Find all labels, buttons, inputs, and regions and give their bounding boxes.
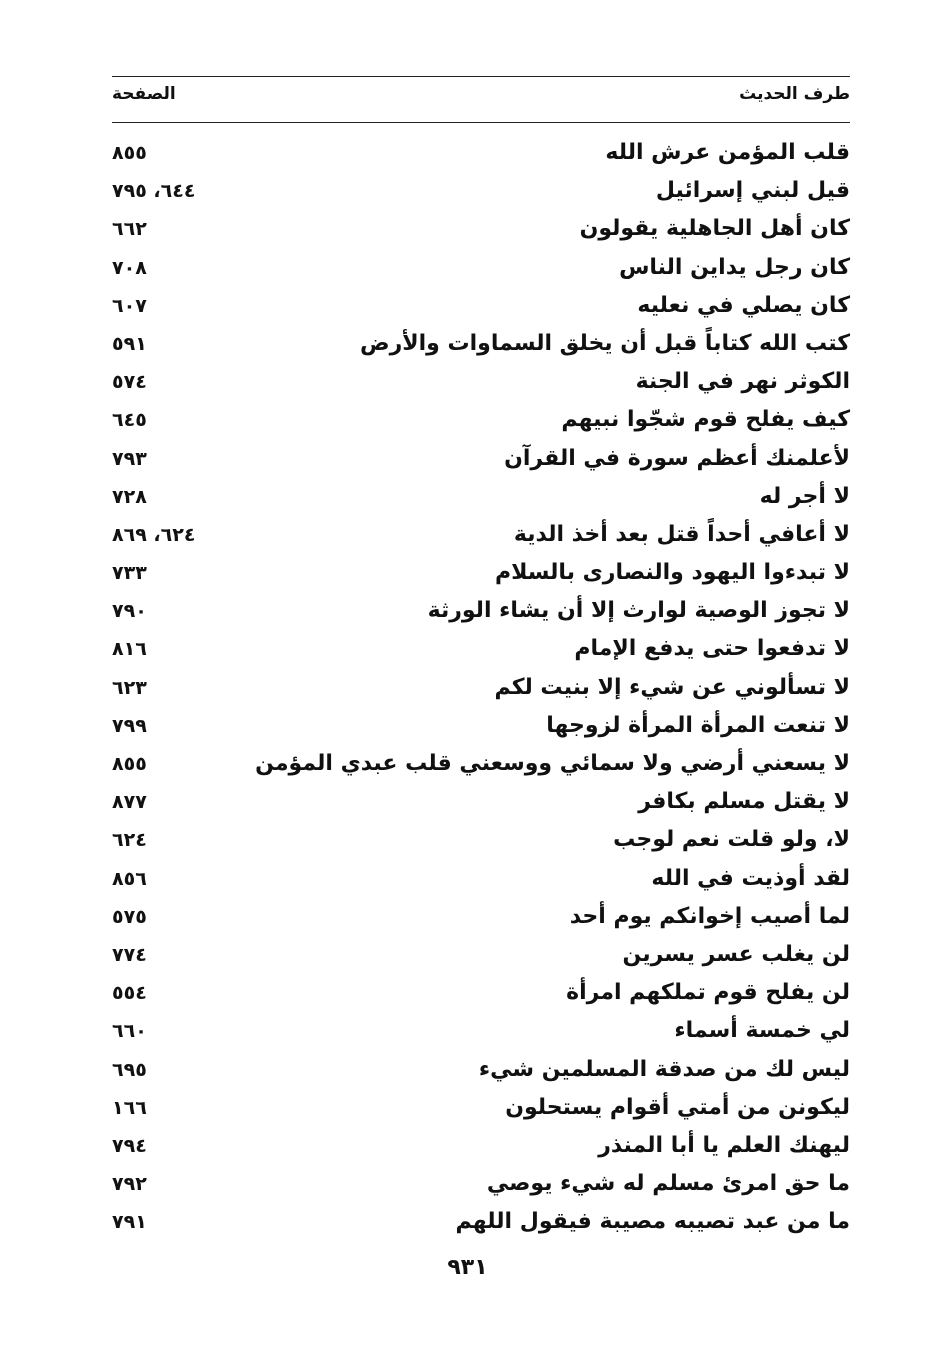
page-reference: ٥٩١ (112, 332, 147, 355)
page-reference: ٦٤٤، ٧٩٥ (112, 180, 196, 203)
page-reference: ٦٩٥ (112, 1058, 147, 1081)
page-reference: ٧٠٨ (112, 256, 147, 279)
page-reference: ٧٧٤ (112, 943, 147, 966)
hadith-text: ليكونن من أمتي أقوام يستحلون (505, 1094, 850, 1120)
hadith-text: لا أعافي أحداً قتل بعد أخذ الدية (513, 521, 850, 547)
hadith-text: لا تدفعوا حتى يدفع الإمام (574, 636, 850, 662)
hadith-text: لقد أوذيت في الله (651, 865, 850, 891)
index-entry (112, 365, 850, 403)
index-entry (112, 709, 850, 747)
index-entry (112, 1129, 850, 1167)
header-top-rule (112, 76, 850, 77)
hadith-text: لأعلمنك أعظم سورة في القرآن (504, 445, 850, 471)
hadith-text: لا تبدءوا اليهود والنصارى بالسلام (494, 560, 850, 586)
hadith-text: كان يصلي في نعليه (637, 292, 850, 318)
index-entry (112, 862, 850, 900)
page-reference: ٦٦٢ (112, 218, 147, 241)
page-reference: ٧٩٣ (112, 447, 147, 470)
hadith-text: ما من عبد تصيبه مصيبة فيقول اللهم (455, 1209, 850, 1235)
header-bottom-rule (112, 122, 850, 123)
index-entry (112, 1014, 850, 1052)
hadith-text: لن يغلب عسر يسرين (622, 941, 850, 967)
index-entry (112, 785, 850, 823)
hadith-text: الكوثر نهر في الجنة (635, 369, 850, 395)
column-header-page: الصفحة (112, 84, 176, 104)
page-reference: ٧٢٨ (112, 485, 147, 508)
index-entry (112, 938, 850, 976)
index-entry (112, 136, 850, 174)
page-reference: ٥٧٥ (112, 905, 147, 928)
index-entry (112, 747, 850, 785)
index-entry (112, 442, 850, 480)
page-reference: ٧٩٠ (112, 600, 147, 623)
hadith-text: كان أهل الجاهلية يقولون (579, 216, 850, 242)
index-entry (112, 671, 850, 709)
hadith-text: قيل لبني إسرائيل (655, 178, 850, 204)
index-entry (112, 823, 850, 861)
hadith-text: لا، ولو قلت نعم لوجب (613, 827, 850, 853)
hadith-text: ليهنك العلم يا أبا المنذر (598, 1132, 850, 1158)
page-reference: ٨٥٦ (112, 867, 147, 890)
hadith-text: لا تنعت المرأة المرأة لزوجها (546, 712, 850, 738)
index-entry (112, 289, 850, 327)
hadith-text: قلب المؤمن عرش الله (605, 140, 850, 165)
page-reference: ٦٢٣ (112, 676, 147, 699)
page-reference: ٨١٦ (112, 638, 147, 661)
column-header-hadith: طرف الحديث (739, 84, 850, 104)
hadith-text: كتب الله كتاباً قبل أن يخلق السماوات والأرض (359, 330, 850, 356)
index-entry (112, 403, 850, 441)
page-reference: ٦٠٧ (112, 294, 147, 317)
page-reference: ٨٧٧ (112, 791, 147, 814)
hadith-text: لي خمسة أسماء (674, 1018, 850, 1044)
hadith-text: لا أجر له (759, 483, 850, 509)
index-entry (112, 1205, 850, 1243)
page-reference: ٧٩٢ (112, 1173, 147, 1196)
index-entry (112, 632, 850, 670)
page-reference: ١٦٦ (112, 1096, 147, 1119)
table-header (112, 84, 850, 114)
index-entry (112, 976, 850, 1014)
page-number: ٩٣١ (447, 1255, 488, 1280)
index-entry (112, 174, 850, 212)
hadith-text: لن يفلح قوم تملكهم امرأة (566, 980, 850, 1006)
index-entry (112, 594, 850, 632)
hadith-text: لما أصيب إخوانكم يوم أحد (569, 903, 850, 929)
index-entry (112, 556, 850, 594)
hadith-text: لا تجوز الوصية لوارث إلا أن يشاء الورثة (427, 598, 850, 624)
page-reference: ٦٦٠ (112, 1020, 147, 1043)
page-reference: ٧٩٤ (112, 1134, 147, 1157)
page-reference: ٧٩٩ (112, 714, 147, 737)
page-reference: ٧٩١ (112, 1211, 147, 1234)
index-entry (112, 251, 850, 289)
hadith-text: ليس لك من صدقة المسلمين شيء (478, 1056, 850, 1082)
hadith-text: لا يسعني أرضي ولا سمائي ووسعني قلب عبدي المؤمن (255, 751, 850, 776)
index-entry (112, 327, 850, 365)
hadith-text: لا يقتل مسلم بكافر (638, 789, 850, 815)
index-entry (112, 518, 850, 556)
hadith-text: لا تسألوني عن شيء إلا بنيت لكم (494, 674, 850, 700)
index-entry (112, 900, 850, 938)
index-entry (112, 212, 850, 250)
hadith-text: ما حق امرئ مسلم له شيء يوصي (486, 1171, 850, 1197)
index-entry (112, 1167, 850, 1205)
page-reference: ٥٥٤ (112, 982, 147, 1005)
page-reference: ٦٢٤ (112, 829, 147, 852)
page-reference: ٨٥٥ (112, 753, 147, 775)
index-entry (112, 1053, 850, 1091)
page-reference: ٨٥٥ (112, 142, 147, 164)
page-reference: ٦٤٥ (112, 409, 147, 432)
page-reference: ٥٧٤ (112, 371, 147, 394)
index-entry (112, 480, 850, 518)
hadith-text: كيف يفلح قوم شجّوا نبيهم (561, 407, 850, 433)
index-entries (112, 136, 850, 1243)
page-reference: ٧٣٣ (112, 562, 147, 585)
index-entry (112, 1091, 850, 1129)
page-reference: ٦٢٤، ٨٦٩ (112, 523, 196, 546)
hadith-text: كان رجل يداين الناس (619, 254, 850, 280)
